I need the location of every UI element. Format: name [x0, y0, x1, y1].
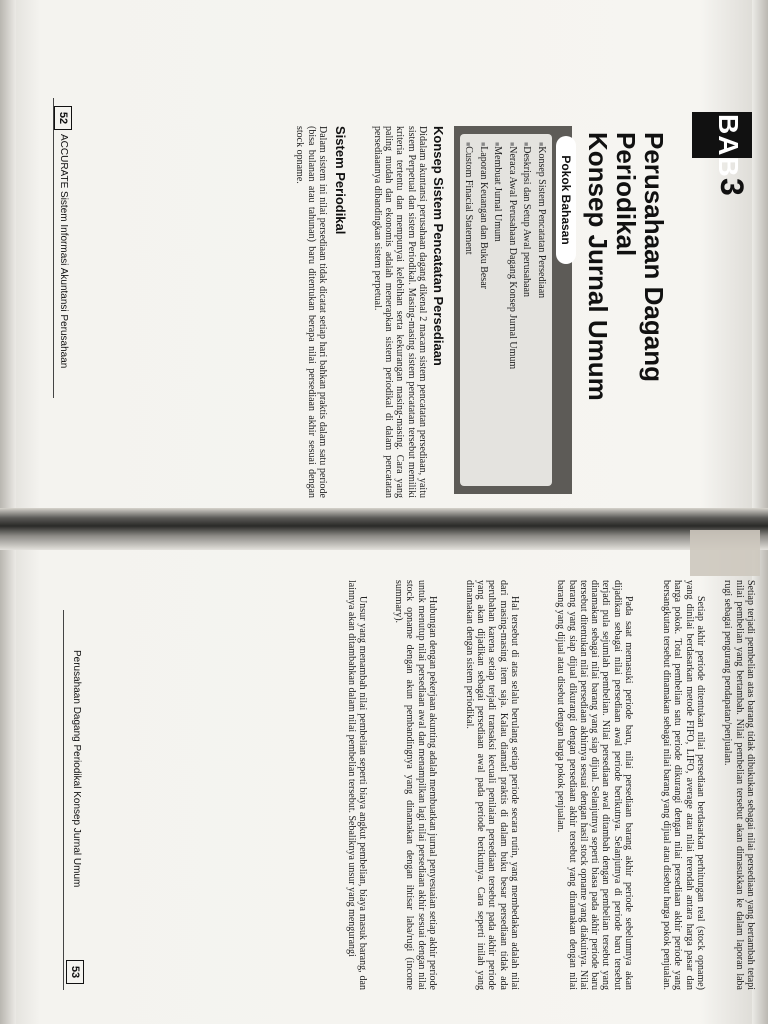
right-page: [0, 550, 768, 1024]
pokok-item: ■ Konsep Sistem Pencatatan Persediaan: [534, 142, 549, 478]
tape-mark: [690, 530, 760, 576]
paragraph-6: Unsur yang menambah nilai pembelian seperti biaya angkut pembelian, biaya masuk barang, dan lainnya akan ditambahkan dalam nilai pembelian tersebut. Sebaliknya unsur yang mengurangi: [345, 580, 368, 990]
section-heading-periodikal: Sistem Periodikal: [333, 126, 348, 235]
page-number-right: 53: [66, 960, 84, 984]
chapter-label: BAB: [713, 114, 744, 178]
pokok-item: ■ Neraca Awal Perusahaan Dagang Konsep Jurnal Umum: [505, 142, 520, 478]
pokok-item: ■ Membuat Jurnal Umum: [490, 142, 505, 478]
pokok-bahasan-heading: Pokok Bahasan: [556, 136, 576, 264]
title-line-1: Perusahaan Dagang: [639, 132, 669, 382]
section-text-pencatatan: Didalam akuntansi perusahaan dagang dikenal 2 macam sistem pencatatan persediaan, yaitu sistem Perpetual dan sistem Periodikal. Masing-masing sistem pencatatan tersebut memiliki kriteria tertentu dan mempunyai kelebihan serta kekurangan masing-masing. Cara yang paling mudah dan ekonomis adalah menerapkan sistem periodikal di dalam pencatatan persediaannya dibandingkan sistem perpetual.: [371, 126, 428, 498]
title-line-2: Periodikal: [611, 132, 641, 257]
section-text-periodikal: Dalam sistem ini nilai persediaan tidak dicatat setiap hari bahkan praktis dalam satu periode (bisa bulanan atau tahunan) baru ditentukan berapa nilai persediaan akhir sesuai dengan stock opname.: [294, 126, 328, 498]
footer-rule-right: [63, 610, 64, 990]
chapter-title: [584, 132, 668, 412]
footer-left: ACCURATE Sistem Informasi Akuntansi Perusahaan: [58, 134, 69, 369]
chapter-number: 3: [714, 178, 750, 196]
paragraph-1: Setiap terjadi pembelian atas barang tidak dibukukan sebagai nilai persediaan yang bertambah tetapi nilai pembelian yang bertambah. Nilai pembelian tersebut akan dimasukkan ke dalam laporan laba rugi sebagai pengurang pendapatan/penjualan.: [722, 580, 756, 990]
paragraph-3: Pada saat memasuki periode baru, nilai persediaan barang akhir periode sebelumnya akan dijadikan sebagai nilai persediaan awal periode berikutnya. Selanjutnya di periode baru tersebut terjadi pula sejumlah pembelian. Nilai persediaan awal ditambah dengan pembelian tersebut yang dinamakan sebagai nilai barang yang siap dijual. Selanjutnya seperti biasa pada akhir periode baru tersebut ditentukan nilai persediaan akhirnya sesuai dengan hasil stock opname yang diakuinya. Nilai barang yang siap dijual dikurangi dengan persediaan akhir tersebut yang dinamakan dengan nilai barang yang dijual atau disebut dengan harga pokok penjualan.: [555, 580, 634, 990]
page-number-left: 52: [54, 106, 72, 130]
pokok-item: ■ Deskripsi dan Setup Awal perusahaan: [519, 142, 534, 478]
paragraph-4: Hal tersebut di atas selalu berulang setiap periode secara rutin, yang membedakan adalah nilai dari masing-masing item saja. Kalau diamati praktis di dalam buku besar persediaan tidak ada perubahan karena setiap terjadi transaksi kecuali penilaian persediaan tersebut pada akhir periode yang akan dijadikan sebagai persediaan awal pada periode berikutnya. Cara seperti inilah yang dinamakan dengan sistem periodikal.: [463, 580, 520, 990]
paragraph-5: Hubungan dengan pekerjaan akunting adalah membuatkan jurnal penyesuaian setiap akhir periode untuk menutup nilai persediaan awal dan menampilkan lagi nilai persediaan akhir sesuai dengan nilai stock opname dengan akun pembandingnya yang dinamakan dengan ihtisar laba/rugi (income summary).: [393, 580, 438, 990]
pokok-item: ■ Custom Finacial Statement: [461, 142, 476, 478]
pokok-item: ■ Laporan Keuangan dan Buku Besar: [476, 142, 491, 478]
pokok-bahasan-list: [460, 134, 552, 486]
left-page: [0, 0, 768, 508]
footer-rule: [53, 98, 54, 398]
footer-right: Perusahaan Dagang Periodikal Konsep Jurnal Umum: [71, 650, 82, 888]
section-heading-pencatatan: Konsep Sistem Pencatatan Persediaan: [431, 126, 446, 366]
pokok-bahasan-box: [454, 126, 572, 494]
paragraph-2: Setiap akhir periode ditentukan nilai persediaan berdasarkan perhitungan real (stock opname) yang dinilai berdasarkan metode FIFO, LIFO, average atau nilai terendah antara harga pasar dan harga pokok. Total pembelian satu periode dikurangi dengan nilai persediaan akhir periode yang bersangkutan tersebut dinamakan sebagai nilai barang yang dijual atau disebut harga pokok penjualan.: [661, 580, 706, 990]
book-gutter: [0, 508, 768, 550]
title-line-3: Konsep Jurnal Umum: [583, 132, 613, 401]
